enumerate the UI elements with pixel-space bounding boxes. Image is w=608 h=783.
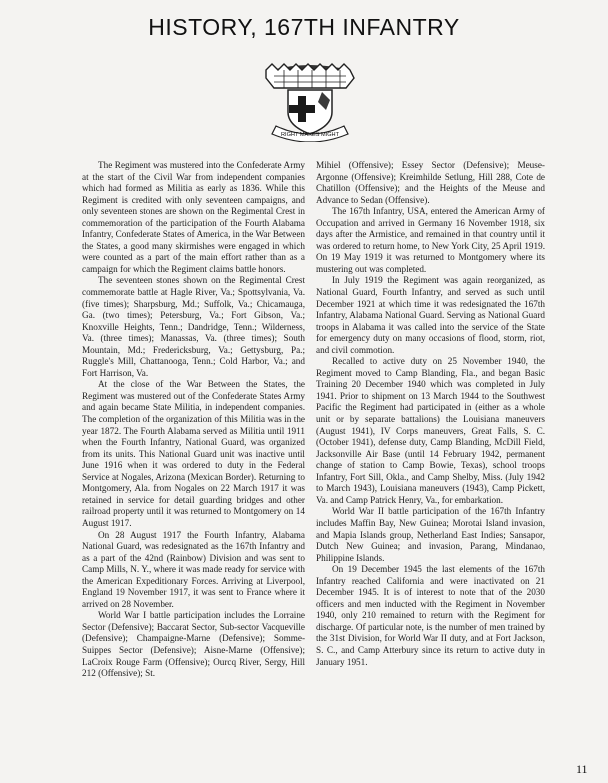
paragraph: World War II battle participation of the 167th Infantry includes Maffin Bay, New Guinea; Morotai Island invasion, and Mapia Islands group, Netherland East Indies; Sansapor, Dutch New Guinea; and invasion, Parang, Mindanao, Philippine Islands. — [316, 506, 545, 563]
paragraph: World War I battle participation includes the Lorraine Sector (Defensive); Baccarat Sector, Sub-sector Vacqueville (Defensive); Champaigne-Marne (Defensive); Somme-Suippes Sector (Defensive); Aisne-Marne (Offensive); LaCroix Rouge Farm (Offensive); Ourcq River, Sergy, Hill 212 (Offensive); St. — [82, 610, 305, 679]
paragraph: The 167th Infantry, USA, entered the American Army of Occupation and arrived in Germany 16 November 1918, six days after the Armistice, and remained in that country until it was ordered to return home, to New York City, 25 April 1919. On 19 May 1919 it was returned to Montgomery where its mustering out was completed. — [316, 206, 545, 274]
paragraph: The seventeen stones shown on the Regimental Crest commemorate battle at Hagle River, Va.; Spottsylvania, Va. (five times); Sharpsburg, Md.; Suffolk, Va.; Chicamauga, Ga. (two times); Petersburg, Va.; Fort Gibson, Va.; Knoxville Heights, Tenn.; Dandridge, Tenn.; Wilderness, Va. (three times); Manassas, Va. (three times); South Mountain, Md.; Fredericksburg, Va.; Gettysburg, Pa.; Ruggle's Mill, Chattanooga, Tenn.; Cold Harbor, Va.; and Fort Harrison, Va. — [82, 275, 305, 378]
left-column — [82, 160, 305, 680]
regimental-crest-icon — [254, 54, 366, 142]
page-number: 11 — [576, 762, 588, 776]
paragraph: Mihiel (Offensive); Essey Sector (Defensive); Meuse-Argonne (Offensive); Kreimhilde Setlung, Hill 288, Cote de Chatillon (Offensive); and the Heights of the Meuse and Advance to Sedan (Offensive). — [316, 160, 545, 205]
paragraph: At the close of the War Between the States, the Regiment was mustered out of the Confederate States Army and again became State Militia, in independent companies. The completion of the organization of this Militia was in the year 1872. The Fourth Alabama served as Militia until 1911 when the Fourth Infantry, National Guard, was organized from its units. This National Guard unit was inactive until June 1916 when it was ordered to duty in the Federal Service at Nogales, Arizona (Mexican Border). Returning to Montgomery, Ala. from Nogales on 22 March 1917 it was retained in service for detail guarding bridges and other railroad property until it was returned to Montgomery on 14 August 1917. — [82, 379, 305, 528]
paragraph: The Regiment was mustered into the Confederate Army at the start of the Civil War from independent companies which had formed as Militia as early as 1836. While this Regiment is credited with only seventeen campaigns, and only seventeen stones are shown on the Regimental Crest in commemoration of the participation of the Fourth Alabama Infantry, Confederate States of America, in the War Between the States, a good many skirmishes were engaged in which were counted as a part of the main effort rather than as a campaign for which the Regiment claims battle honors. — [82, 160, 305, 274]
paragraph: On 28 August 1917 the Fourth Infantry, Alabama National Guard, was redesignated as the 167th Infantry and as a part of the 42nd (Rainbow) Division and was sent to Camp Mills, N. Y., where it was made ready for service with the American Expeditionary Forces. Arriving at Liverpool, England 19 November 1917, it was sent to France where it arrived on 28 November. — [82, 529, 305, 609]
right-column — [316, 160, 545, 668]
crest-motto: RIGHT MAKES MIGHT — [280, 132, 340, 138]
page-title: HISTORY, 167TH INFANTRY — [148, 14, 460, 40]
paragraph: Recalled to active duty on 25 November 1940, the Regiment moved to Camp Blanding, Fla., and began Basic Training 20 December 1940 which was completed in July 1941. Prior to shipment on 13 March 1944 to the Southwest Pacific the Regiment had participated in (either as a whole unit or by separate battalions) the Louisiana maneuvers (August 1941), IV Corps maneuvers, Great Falls, S. C. (October 1941), defense duty, Camp Blanding, McDill Field, Jacksonville Air Base (until 14 February 1942, permanent change of station to Camp Bowie, Texas), school troops Infantry, Fort Sill, Okla., and Camp Shelby, Miss. (July 1942 to March 1943), Louisiana maneuvers (1943), Camp Pickett, Va. and Camp Patrick Henry, Va., for embarkation. — [316, 356, 545, 505]
paragraph: In July 1919 the Regiment was again reorganized, as National Guard, Fourth Infantry, and served as such until December 1921 at which time it was redesignated the 167th Infantry, Alabama National Guard. Serving as National Guard troops in Alabama it was called into the service of the State for emergency duty on many occasions of flood, storm, riot, and civil commotion. — [316, 275, 545, 355]
paragraph: On 19 December 1945 the last elements of the 167th Infantry reached California and were inactivated on 21 December 1945. It is of interest to note that of the 2030 officers and men inducted with the Regiment in November 1940, only 210 remained to return with the Regiment for discharge. Of particular note, is the number of men trained by the 31st Division, for World War II duty, and at Fort Jackson, S. C., and Camp Atterbury since its return to active duty in January 1951. — [316, 564, 545, 667]
